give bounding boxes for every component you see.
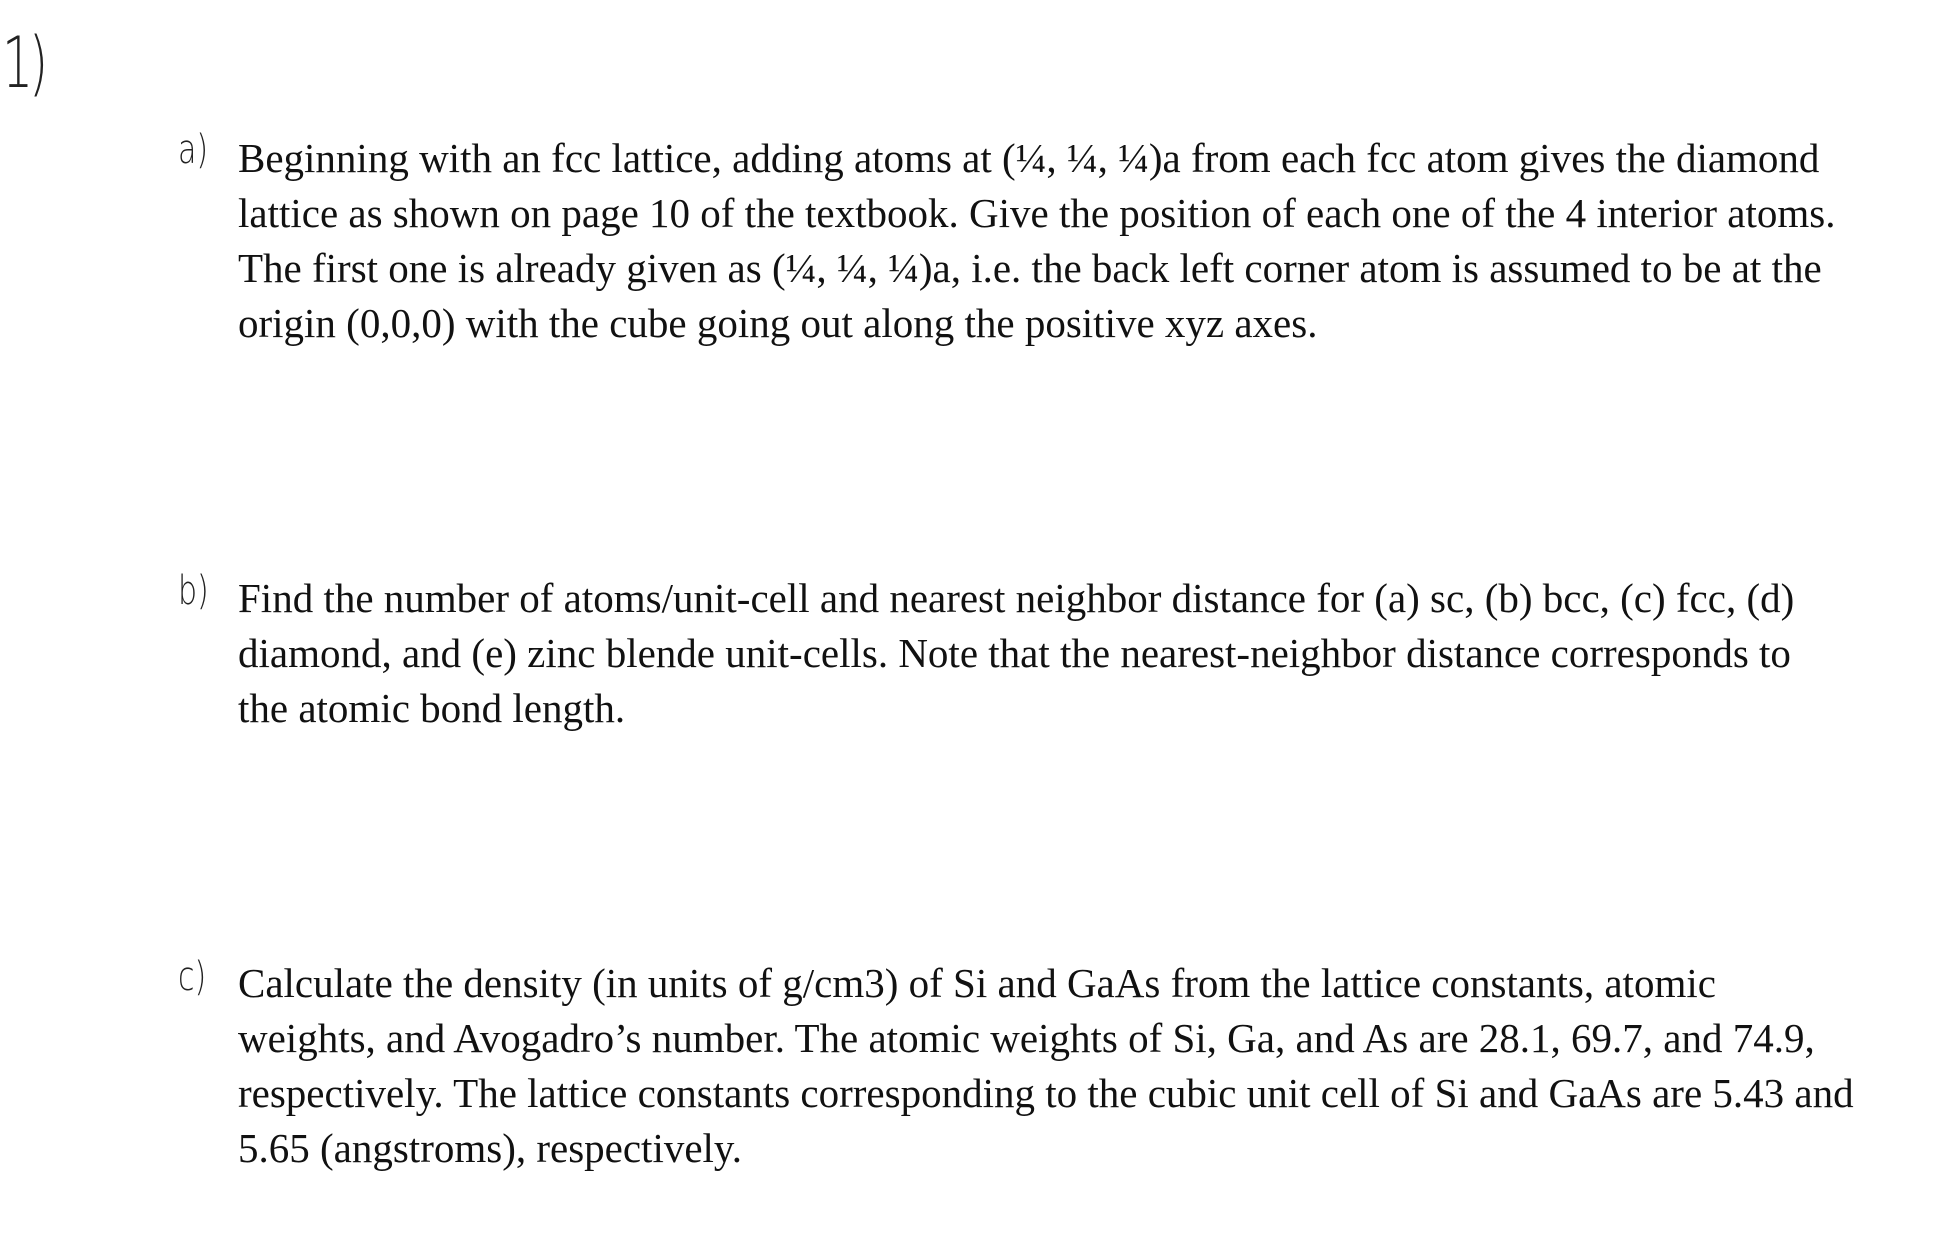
part-b-label: b): [178, 568, 209, 614]
part-a-text: [238, 131, 1878, 351]
part-c-line: weights, and Avogadro’s number. The atomic weights of Si, Ga, and As are 28.1, 69.7, and 74.9,: [238, 1015, 1815, 1061]
part-c-line: Calculate the density (in units of g/cm3) of Si and GaAs from the lattice constants, atomic: [238, 960, 1716, 1006]
problem-number-handwritten: 1): [2, 22, 44, 104]
part-c-text: [238, 956, 1878, 1176]
part-a-line: lattice as shown on page 10 of the textbook. Give the position of each one of the 4 interior atoms.: [238, 190, 1836, 236]
part-a-line: Beginning with an fcc lattice, adding atoms at (¼, ¼, ¼)a from each fcc atom gives the diamond: [238, 135, 1820, 181]
part-c-line: 5.65 (angstroms), respectively.: [238, 1125, 743, 1171]
part-a-line: origin (0,0,0) with the cube going out along the positive xyz axes.: [238, 300, 1318, 346]
part-c-line: respectively. The lattice constants corresponding to the cubic unit cell of Si and GaAs are 5.43 and: [238, 1070, 1854, 1116]
part-c-label: c): [178, 954, 207, 1000]
part-b-line: Find the number of atoms/unit-cell and nearest neighbor distance for (a) sc, (b) bcc, (c) fcc, (d): [238, 575, 1795, 621]
part-b-text: [238, 571, 1878, 736]
part-b-line: diamond, and (e) zinc blende unit-cells. Note that the nearest-neighbor distance corresponds to: [238, 630, 1791, 676]
part-a-label: a): [178, 127, 209, 173]
part-b-line: the atomic bond length.: [238, 685, 626, 731]
part-a-line: The first one is already given as (¼, ¼, ¼)a, i.e. the back left corner atom is assumed to be at the: [238, 245, 1822, 291]
